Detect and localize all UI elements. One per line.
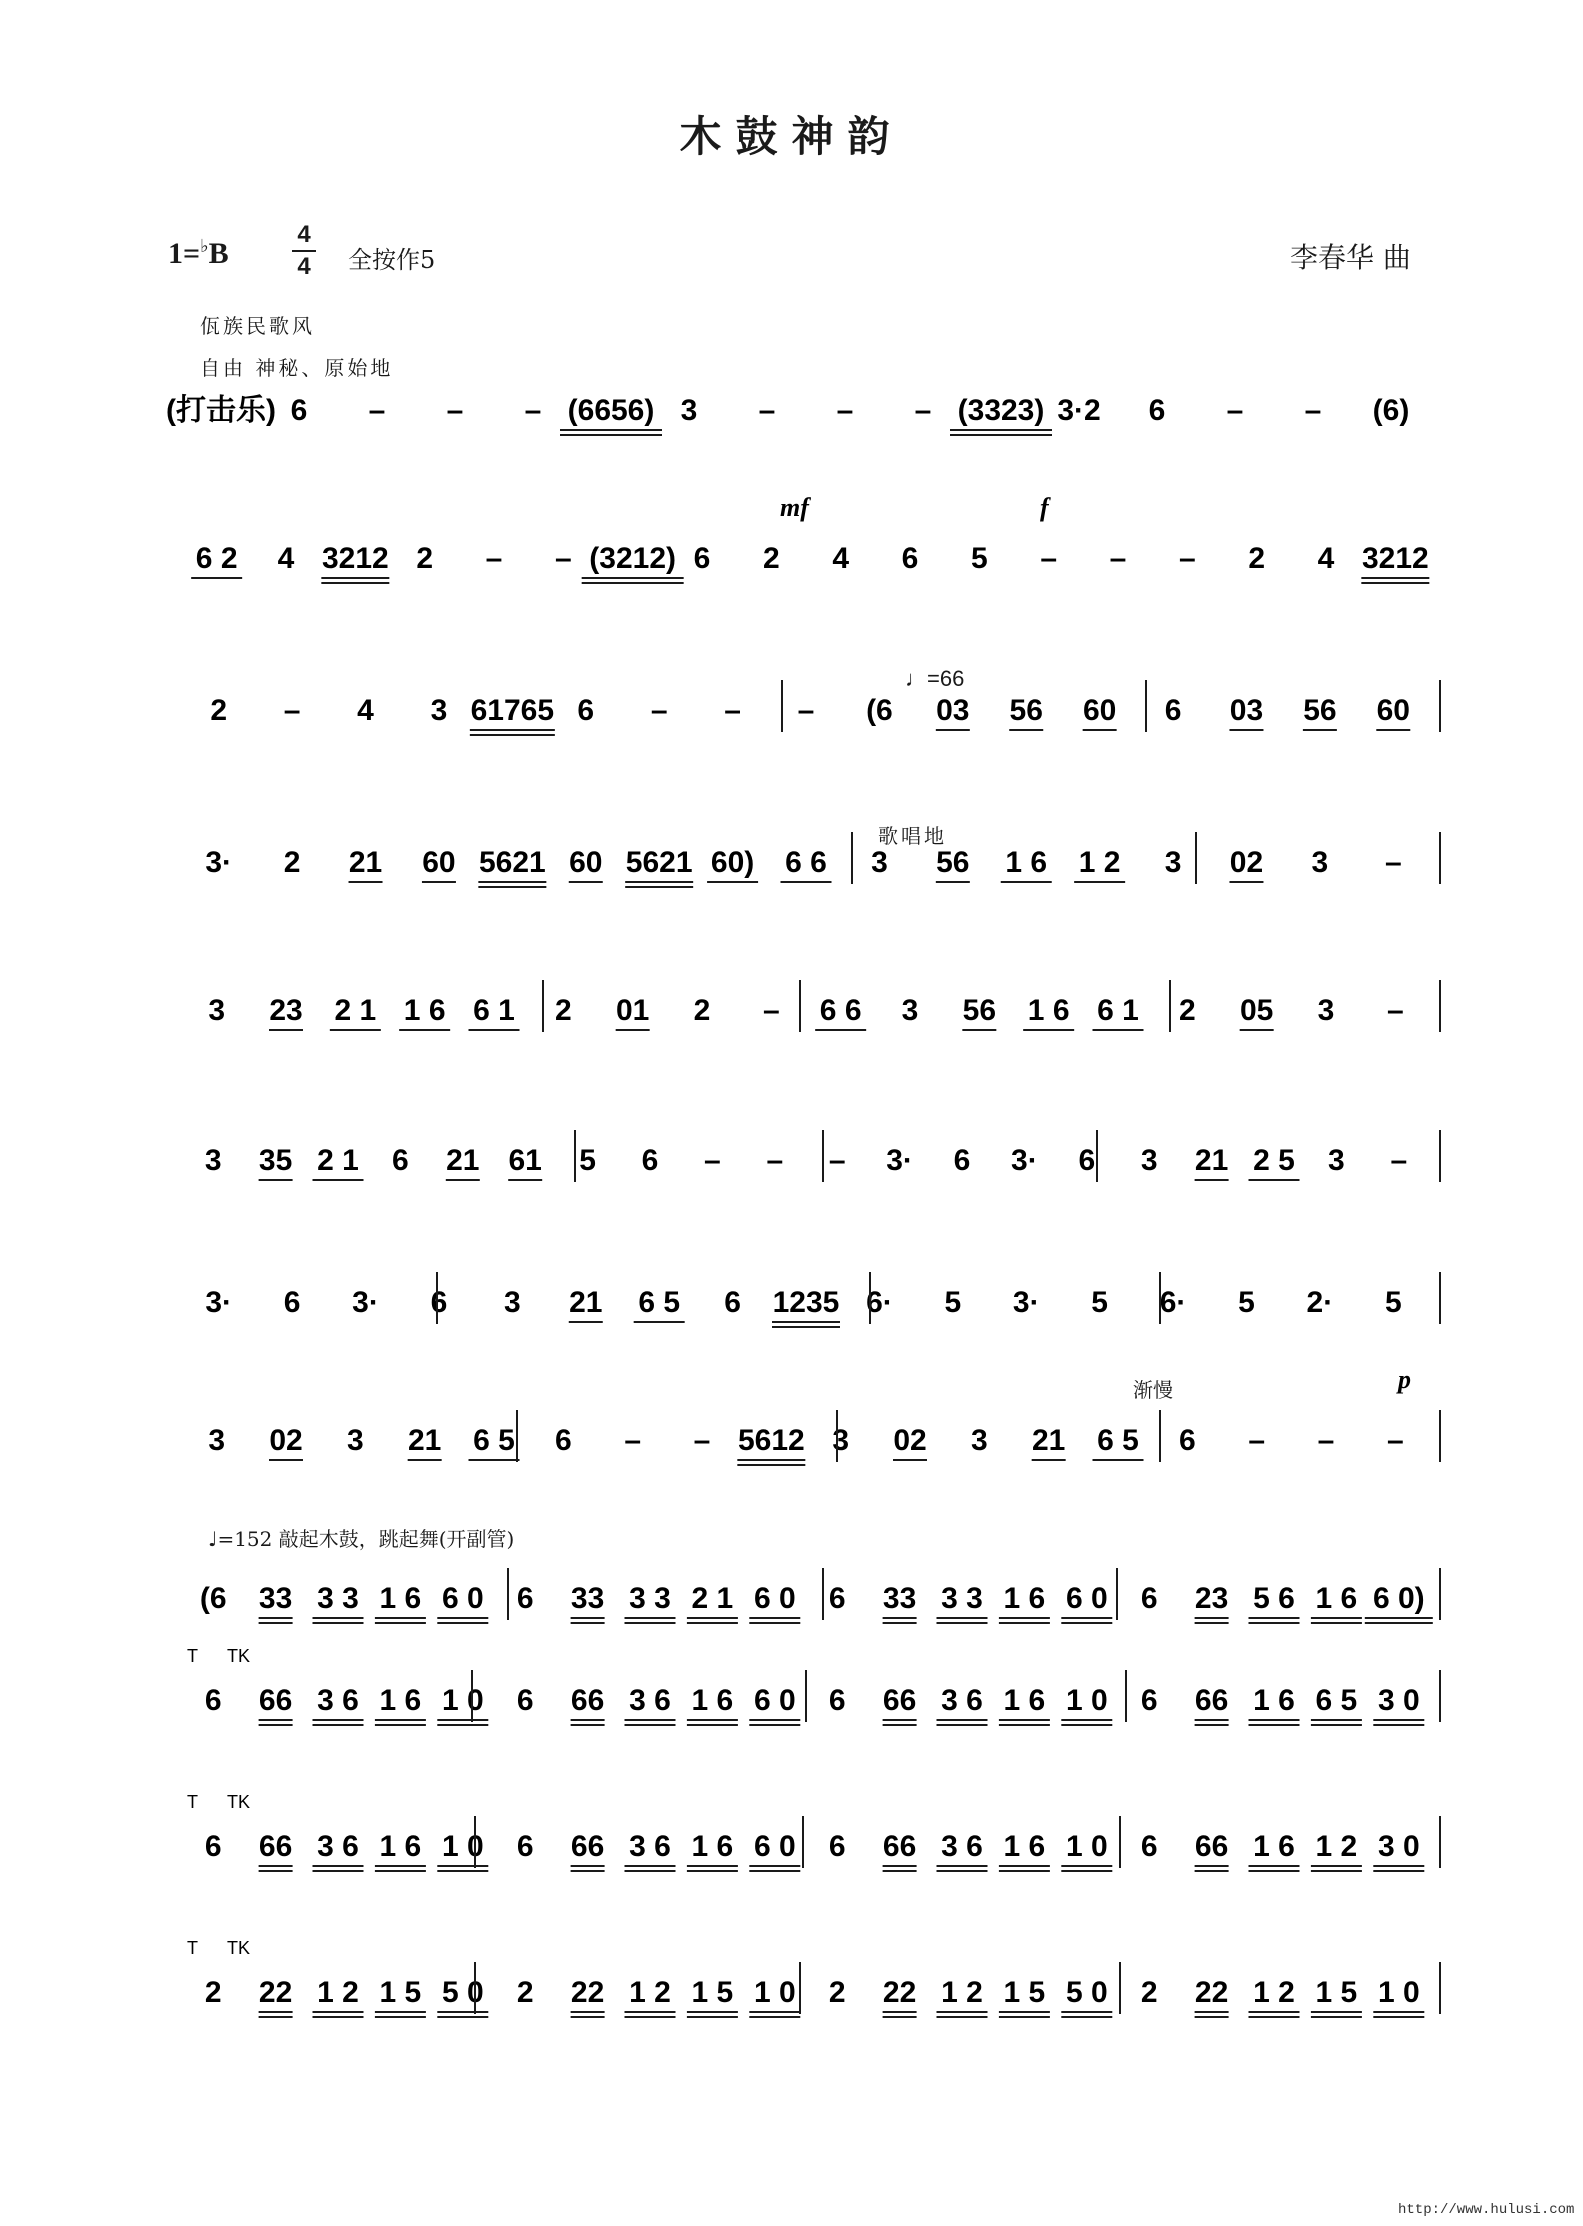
notation-token: 21: [1194, 1144, 1229, 1177]
notation-token: (6: [866, 694, 893, 727]
notation-token: 1 6: [379, 1830, 422, 1863]
notation-token: –: [1390, 1144, 1408, 1177]
notation-token: 6: [901, 542, 919, 575]
notation-token: 6: [641, 1144, 659, 1177]
notation-token: 1 0: [753, 1976, 796, 2009]
notation-token: 1 2: [1315, 1830, 1358, 1863]
notation-token: 6: [1178, 1424, 1196, 1457]
notation-token: 56: [936, 846, 970, 879]
notation-token: 1 5: [1003, 1976, 1046, 2009]
notation-token: 6: [1140, 1830, 1158, 1863]
notation-token: 60: [422, 846, 456, 879]
notation-token: 23: [1194, 1582, 1229, 1615]
notation-token: 6: [1148, 394, 1166, 427]
key-prefix: 1=: [168, 237, 201, 270]
notation-token: –: [283, 694, 301, 727]
notation-token: 6: [204, 1830, 222, 1863]
notation-token: 01: [615, 994, 650, 1027]
notation-token: 2: [516, 1976, 534, 2009]
tongue-mark: T: [187, 1938, 198, 1958]
key-note: B: [208, 237, 229, 270]
notation-token: 6: [516, 1830, 534, 1863]
tongue-mark: TK: [227, 1938, 251, 1958]
notation-token: 3 3: [317, 1582, 359, 1615]
quarter-note-icon: ♩: [208, 1527, 218, 1551]
notation-token: –: [1178, 542, 1196, 575]
notation-token: 6 0: [753, 1582, 796, 1615]
notation-token: 3: [1164, 846, 1182, 879]
composer: 李春华 曲: [1290, 241, 1411, 274]
notation-token: –: [758, 394, 776, 427]
score-row-svg: [0, 1786, 1583, 1896]
notation-token: 2 1: [334, 994, 377, 1027]
notation-token: 5: [579, 1144, 596, 1177]
notation-token: –: [1317, 1424, 1335, 1457]
page-title: 木鼓神韵: [679, 112, 904, 161]
score-row: [0, 350, 1583, 460]
notation-token: 66: [882, 1684, 917, 1717]
notation-token: 5 6: [1253, 1582, 1295, 1615]
notation-token: 6: [577, 694, 595, 727]
notation-token: 1 2: [629, 1976, 671, 2009]
notation-token: 1 6: [1003, 1684, 1046, 1717]
notation-token: –: [368, 394, 386, 427]
notation-token: 3: [1328, 1144, 1345, 1177]
notation-token: 3·: [352, 1286, 379, 1319]
notation-token: 6 0: [1065, 1582, 1108, 1615]
notation-token: 2: [554, 994, 572, 1027]
score-row: [0, 650, 1583, 760]
dynamic-mf: mf: [780, 493, 809, 522]
notation-token: –: [836, 394, 854, 427]
notation-token: 6: [516, 1582, 534, 1615]
notation-token: 60: [569, 846, 603, 879]
notation-token: 2: [762, 542, 780, 575]
notation-token: 02: [269, 1424, 303, 1457]
notation-token: 2: [204, 1976, 222, 2009]
notation-token: 6 6: [785, 846, 827, 879]
notation-token: 3: [871, 846, 888, 879]
tongue-mark: TK: [227, 1646, 251, 1666]
score-row-svg: [0, 1365, 1583, 1490]
notation-token: 1 6: [691, 1830, 734, 1863]
notation-token: 1 5: [379, 1976, 422, 2009]
notation-token: 3 6: [941, 1830, 983, 1863]
notation-token: –: [624, 1424, 642, 1457]
notation-token: 1 5: [691, 1976, 734, 2009]
notation-token: 21: [1031, 1424, 1066, 1457]
notation-token: –: [766, 1144, 784, 1177]
time-signature-divider: [292, 250, 316, 252]
notation-token: 5: [944, 1286, 962, 1319]
notation-token: (打击乐): [166, 394, 276, 427]
score-row: [0, 1786, 1583, 1896]
time-signature-top: 4: [297, 221, 311, 248]
quarter-note-icon: ♩: [905, 666, 927, 691]
notation-token: 5: [1238, 1286, 1255, 1319]
notation-token: 3·: [205, 1286, 233, 1319]
notation-token: 2: [1140, 1976, 1158, 2009]
section-direction: 敲起木鼓，跳起舞(开副管): [278, 1527, 515, 1551]
notation-token: 33: [882, 1582, 917, 1615]
score-row-svg: [0, 493, 1583, 608]
notation-token: 3: [208, 1424, 226, 1457]
notation-token: 1 6: [1005, 846, 1048, 879]
notation-token: 1 0: [1065, 1684, 1108, 1717]
notation-token: –: [1226, 394, 1244, 427]
notation-token: 02: [893, 1424, 927, 1457]
dynamic-f: f: [1040, 493, 1049, 522]
notation-token: 4: [277, 542, 295, 575]
notation-token: 1 2: [317, 1976, 359, 2009]
notation-token: 6: [1164, 694, 1182, 727]
notation-token: 6: [1078, 1144, 1096, 1177]
notation-token: 66: [570, 1684, 605, 1717]
notation-token: 5: [1384, 1286, 1402, 1319]
notation-token: 2 5: [1253, 1144, 1295, 1177]
notation-token: 5 0: [441, 1976, 484, 2009]
notation-token: 5621: [478, 846, 546, 879]
notation-token: 1 0: [441, 1830, 484, 1863]
score-row-svg: [0, 1640, 1583, 1750]
score-row-svg: [0, 1100, 1583, 1210]
notation-token: –: [704, 1144, 721, 1177]
notation-token: –: [724, 694, 741, 727]
notation-token: 66: [258, 1830, 293, 1863]
notation-token: 3212: [1361, 542, 1429, 575]
score-row: [0, 1365, 1583, 1490]
dynamic-p: p: [1398, 1365, 1411, 1394]
notation-token: 6 0: [441, 1582, 484, 1615]
notation-token: 3 3: [629, 1582, 671, 1615]
notation-token: 1 6: [691, 1684, 734, 1717]
notation-token: 60: [1376, 694, 1410, 727]
notation-token: 66: [570, 1830, 605, 1863]
notation-token: 3: [970, 1424, 988, 1457]
notation-token: 6: [516, 1684, 534, 1717]
notation-token: –: [485, 542, 503, 575]
sing-marking: 歌唱地: [878, 824, 947, 848]
notation-token: –: [693, 1424, 711, 1457]
notation-token: 33: [258, 1582, 293, 1615]
notation-token: 1 6: [379, 1684, 422, 1717]
notation-token: 3212: [321, 542, 389, 575]
notation-token: 35: [258, 1144, 293, 1177]
notation-token: –: [1040, 542, 1058, 575]
notation-token: 3: [430, 694, 448, 727]
notation-token: –: [1384, 846, 1402, 879]
notation-token: 03: [936, 694, 970, 727]
notation-token: (6: [199, 1582, 227, 1615]
notation-token: 6: [828, 1684, 846, 1717]
notation-token: 05: [1239, 994, 1274, 1027]
notation-token: 1 6: [1315, 1582, 1358, 1615]
notation-token: –: [446, 394, 464, 427]
score-row-svg: [0, 650, 1583, 760]
tongue-mark: TK: [227, 1792, 251, 1812]
notation-token: 3 0: [1377, 1830, 1420, 1863]
notation-token: 6 5: [473, 1424, 515, 1457]
time-signature: [292, 222, 316, 280]
score-row: [0, 950, 1583, 1060]
tempo-marking-2: [208, 1523, 514, 1552]
tongue-mark: T: [187, 1646, 198, 1666]
notation-token: 6 5: [1097, 1424, 1139, 1457]
score-row-svg: [0, 350, 1583, 460]
notation-token: 2 1: [691, 1582, 734, 1615]
notation-token: 21: [407, 1424, 442, 1457]
notation-token: 1 0: [1377, 1976, 1420, 2009]
score-row: [0, 493, 1583, 608]
notation-token: 2: [693, 994, 711, 1027]
notation-token: 21: [446, 1144, 480, 1177]
fingering-note: 全按作5: [348, 246, 436, 274]
mood-marking: 自由 神秘、原始地: [200, 356, 394, 380]
key-signature: [168, 236, 229, 271]
watermark: http://www.hulusi.com: [1398, 2202, 1575, 2218]
notation-token: 3·: [205, 846, 233, 879]
notation-token: 1 6: [1003, 1830, 1046, 1863]
tempo-marking-1: [905, 666, 964, 692]
notation-token: 2·: [1306, 1286, 1334, 1319]
notation-token: 3: [1140, 1144, 1158, 1177]
notation-token: 3: [832, 1424, 850, 1457]
score-row-svg: [0, 950, 1583, 1060]
notation-token: 6·: [866, 1286, 893, 1319]
notation-token: 3: [680, 394, 698, 427]
notation-token: –: [828, 1144, 846, 1177]
notation-token: 60): [710, 846, 755, 879]
notation-token: 6 1: [1097, 994, 1139, 1027]
notation-token: 21: [569, 1286, 603, 1319]
notation-token: 6 2: [195, 542, 238, 575]
notation-token: 3 6: [317, 1684, 359, 1717]
notation-token: 23: [269, 994, 303, 1027]
notation-token: 21: [348, 846, 383, 879]
notation-token: –: [762, 994, 780, 1027]
notation-token: 1 2: [1078, 846, 1121, 879]
notation-token: 56: [1303, 694, 1337, 727]
notation-token: (3212): [589, 542, 677, 575]
tongue-mark: T: [187, 1792, 198, 1812]
notation-token: 6·: [1159, 1286, 1187, 1319]
notation-token: –: [1386, 994, 1404, 1027]
notation-token: 22: [258, 1976, 293, 2009]
notation-token: 2: [210, 694, 228, 727]
notation-token: –: [1304, 394, 1322, 427]
notation-token: 56: [1009, 694, 1043, 727]
notation-token: 03: [1229, 694, 1264, 727]
notation-token: 3: [1317, 994, 1335, 1027]
notation-token: 3 3: [941, 1582, 983, 1615]
notation-token: (6656): [567, 394, 655, 427]
notation-token: –: [797, 694, 815, 727]
notation-token: 3: [208, 994, 226, 1027]
notation-token: 6: [953, 1144, 971, 1177]
score-row: [0, 1100, 1583, 1210]
notation-token: 1 6: [1253, 1684, 1295, 1717]
notation-token: 1235: [772, 1286, 840, 1319]
notation-token: 3 6: [629, 1830, 671, 1863]
notation-token: 3 0: [1377, 1684, 1420, 1717]
notation-token: 1 6: [1003, 1582, 1046, 1615]
notation-token: 1 6: [379, 1582, 422, 1615]
notation-token: 6 0): [1372, 1582, 1425, 1615]
notation-token: 22: [570, 1976, 605, 2009]
notation-token: 66: [1194, 1830, 1229, 1863]
notation-token: 61: [508, 1144, 542, 1177]
notation-token: 6: [1140, 1582, 1158, 1615]
notation-token: 02: [1229, 846, 1264, 879]
score-row: [0, 1538, 1583, 1648]
notation-token: 6: [204, 1684, 222, 1717]
notation-token: 22: [1194, 1976, 1229, 2009]
notation-token: 2: [1178, 994, 1196, 1027]
notation-token: 4: [832, 542, 850, 575]
notation-token: 6: [1140, 1684, 1158, 1717]
notation-token: 6: [828, 1830, 846, 1863]
notation-token: 66: [882, 1830, 917, 1863]
notation-token: (3323): [957, 394, 1045, 427]
notation-token: 5612: [737, 1424, 805, 1457]
time-signature-bottom: 4: [297, 253, 311, 280]
notation-token: 5: [970, 542, 988, 575]
score-row: [0, 802, 1583, 912]
notation-token: 66: [258, 1684, 293, 1717]
tempo-1-value: =66: [927, 666, 965, 691]
notation-token: 1 5: [1315, 1976, 1358, 2009]
score-row-svg: [0, 802, 1583, 912]
notation-token: 6 0: [753, 1684, 796, 1717]
notation-token: 3·: [1011, 1144, 1038, 1177]
score-row: [0, 1242, 1583, 1352]
tempo-2-value: =152: [217, 1527, 273, 1551]
notation-token: 4: [357, 694, 374, 727]
notation-token: 1 6: [1027, 994, 1070, 1027]
notation-token: 6 1: [473, 994, 515, 1027]
notation-token: 3: [346, 1424, 364, 1457]
notation-token: 3: [504, 1286, 521, 1319]
notation-token: 56: [962, 994, 997, 1027]
notation-token: 6: [283, 1286, 301, 1319]
notation-token: 1 0: [441, 1684, 484, 1717]
notation-token: 1 6: [403, 994, 446, 1027]
notation-token: –: [914, 394, 932, 427]
notation-token: 6 6: [819, 994, 862, 1027]
notation-token: 5 0: [1065, 1976, 1108, 2009]
notation-token: –: [554, 542, 572, 575]
notation-token: 6: [828, 1582, 846, 1615]
notation-token: 3·: [1012, 1286, 1040, 1319]
score-row: [0, 1932, 1583, 2042]
style-marking: 佤族民歌风: [200, 314, 315, 338]
notation-token: 1 6: [1253, 1830, 1295, 1863]
notation-token: –: [1248, 1424, 1266, 1457]
notation-token: 6 5: [1315, 1684, 1358, 1717]
notation-token: –: [1386, 1424, 1404, 1457]
score-row: [0, 1640, 1583, 1750]
score-row-svg: [0, 1242, 1583, 1352]
notation-token: 2 1: [317, 1144, 359, 1177]
notation-token: 6: [724, 1286, 741, 1319]
notation-token: 5621: [625, 846, 693, 879]
notation-token: (6): [1372, 394, 1410, 427]
notation-token: 6: [554, 1424, 572, 1457]
notation-token: 3: [1311, 846, 1329, 879]
notation-token: –: [1109, 542, 1127, 575]
notation-token: 6: [430, 1286, 448, 1319]
notation-token: 3: [901, 994, 919, 1027]
notation-token: 6: [392, 1144, 409, 1177]
notation-token: 22: [882, 1976, 917, 2009]
notation-token: 3: [204, 1144, 222, 1177]
notation-token: 2: [1248, 542, 1266, 575]
notation-token: 5: [1091, 1286, 1108, 1319]
notation-token: 1 0: [1065, 1830, 1108, 1863]
notation-token: 1 2: [941, 1976, 983, 2009]
notation-token: 6 0: [753, 1830, 796, 1863]
notation-token: 3·: [886, 1144, 913, 1177]
rit-marking: 渐慢: [1133, 1378, 1173, 1402]
notation-token: 66: [1194, 1684, 1229, 1717]
notation-token: 6 5: [638, 1286, 681, 1319]
score-row-svg: [0, 1538, 1583, 1648]
notation-token: 61765: [470, 694, 555, 727]
notation-token: 2: [283, 846, 301, 879]
notation-token: 2: [828, 1976, 846, 2009]
notation-token: 3 6: [317, 1830, 359, 1863]
notation-token: 4: [1317, 542, 1335, 575]
notation-token: 1 2: [1253, 1976, 1295, 2009]
notation-token: 3·2: [1057, 394, 1101, 427]
notation-token: 6: [693, 542, 711, 575]
notation-token: 2: [416, 542, 434, 575]
notation-token: 60: [1082, 694, 1117, 727]
notation-token: 3 6: [941, 1684, 983, 1717]
notation-token: –: [524, 394, 542, 427]
score-row-svg: [0, 1932, 1583, 2042]
notation-token: –: [650, 694, 668, 727]
notation-token: 3 6: [629, 1684, 671, 1717]
notation-token: 33: [570, 1582, 605, 1615]
flat-sign: ♭: [200, 236, 209, 256]
notation-token: 6: [290, 394, 308, 427]
